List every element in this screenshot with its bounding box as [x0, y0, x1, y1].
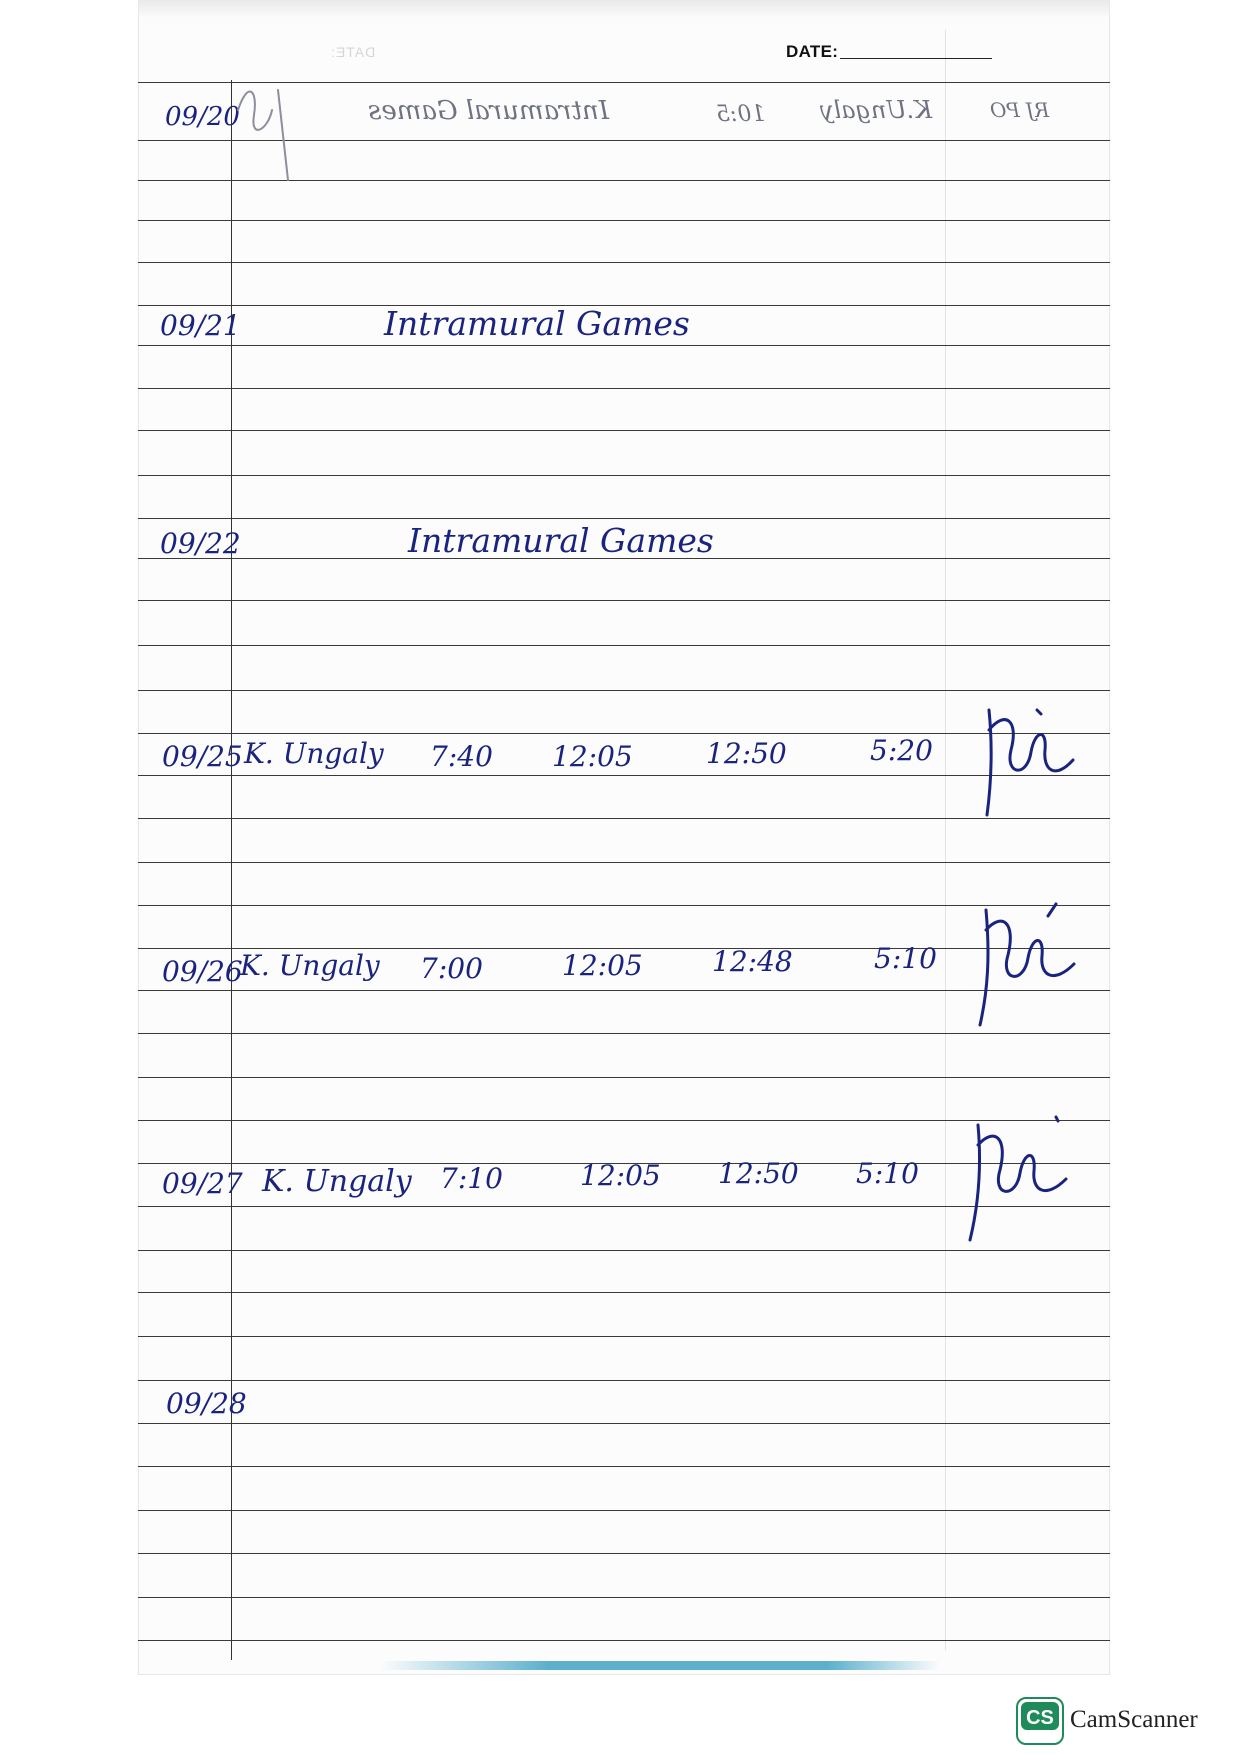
ruled-line — [138, 990, 1110, 991]
entry-date: 09/22 — [160, 527, 241, 560]
ruled-line — [138, 1336, 1110, 1337]
ruled-line — [138, 1640, 1110, 1641]
ruled-line — [138, 733, 1110, 734]
ruled-line — [138, 1033, 1110, 1034]
entry-time-in: 7:00 — [420, 952, 483, 985]
ruled-line — [138, 775, 1110, 776]
ruled-line — [138, 345, 1110, 346]
date-label: DATE: — [786, 42, 839, 61]
ruled-line — [138, 1466, 1110, 1467]
entry-time-in: 10:5 — [716, 102, 766, 127]
entry-time-in: 7:40 — [430, 740, 493, 773]
entry-time-out: 12:05 — [580, 1159, 661, 1192]
entry-name: K. Ungaly — [244, 737, 384, 770]
entry-time-out-pm: 5:10 — [856, 1157, 919, 1190]
ruled-line — [138, 1077, 1110, 1078]
ruled-line — [138, 518, 1110, 519]
ruled-line — [138, 1510, 1110, 1511]
entry-name: K. Ungaly — [240, 949, 380, 982]
ruled-line — [138, 1380, 1110, 1381]
ruled-line — [138, 690, 1110, 691]
ruled-line — [138, 430, 1110, 431]
ruled-line — [138, 388, 1110, 389]
entry-initials: RJ PO — [990, 98, 1050, 122]
bleed-through-date-label: DATE: — [330, 44, 376, 60]
ruled-line — [138, 1250, 1110, 1251]
signature-icon — [960, 1115, 1070, 1245]
entry-date: 09/21 — [160, 309, 241, 342]
page-edge-band — [380, 1661, 940, 1670]
entry-date: 09/28 — [166, 1387, 247, 1420]
ruled-line — [138, 1553, 1110, 1554]
entry-date: 09/27 — [162, 1167, 243, 1200]
entry-activity: Intramural Games — [408, 521, 714, 560]
camscanner-label: CamScanner — [1070, 1706, 1198, 1733]
ruled-line — [138, 475, 1110, 476]
entry-time-out-pm: 5:10 — [874, 942, 937, 975]
ruled-line — [138, 905, 1110, 906]
camscanner-logo-icon — [1016, 1697, 1064, 1745]
entry-time-out: 12:05 — [562, 949, 643, 982]
entry-time-in-pm: 12:48 — [712, 945, 793, 978]
ruled-line — [138, 1597, 1110, 1598]
ruled-line — [138, 1423, 1110, 1424]
ruled-line — [138, 220, 1110, 221]
ruled-line — [138, 862, 1110, 863]
entry-activity: Intramural Games — [384, 304, 690, 343]
entry-time-in-pm: 12:50 — [706, 737, 787, 770]
ruled-line — [138, 1292, 1110, 1293]
ruled-line — [138, 645, 1110, 646]
entry-time-out: 12:05 — [552, 740, 633, 773]
entry-activity: Intramural Games — [368, 96, 609, 126]
entry-name: K.Ungaly — [820, 96, 933, 124]
entry-date: 09/26 — [162, 955, 243, 988]
entry-time-in-pm: 12:50 — [718, 1157, 799, 1190]
ruled-line — [138, 262, 1110, 263]
entry-name: K. Ungaly — [262, 1164, 412, 1199]
signature-icon — [970, 900, 1080, 1030]
entry-date: 09/25 — [162, 740, 243, 773]
camscanner-logo-text: CS — [1026, 1707, 1054, 1729]
page-shadow — [138, 0, 1110, 18]
date-underline — [840, 58, 992, 59]
entry-time-in: 7:10 — [440, 1162, 503, 1195]
ruled-line — [138, 600, 1110, 601]
faint-fold-line — [945, 30, 946, 1650]
faint-signature-icon — [228, 70, 308, 190]
entry-time-out-pm: 5:20 — [870, 734, 933, 767]
ruled-line — [138, 818, 1110, 819]
signature-icon — [975, 690, 1085, 820]
entry-date: 09/20 — [165, 102, 240, 132]
